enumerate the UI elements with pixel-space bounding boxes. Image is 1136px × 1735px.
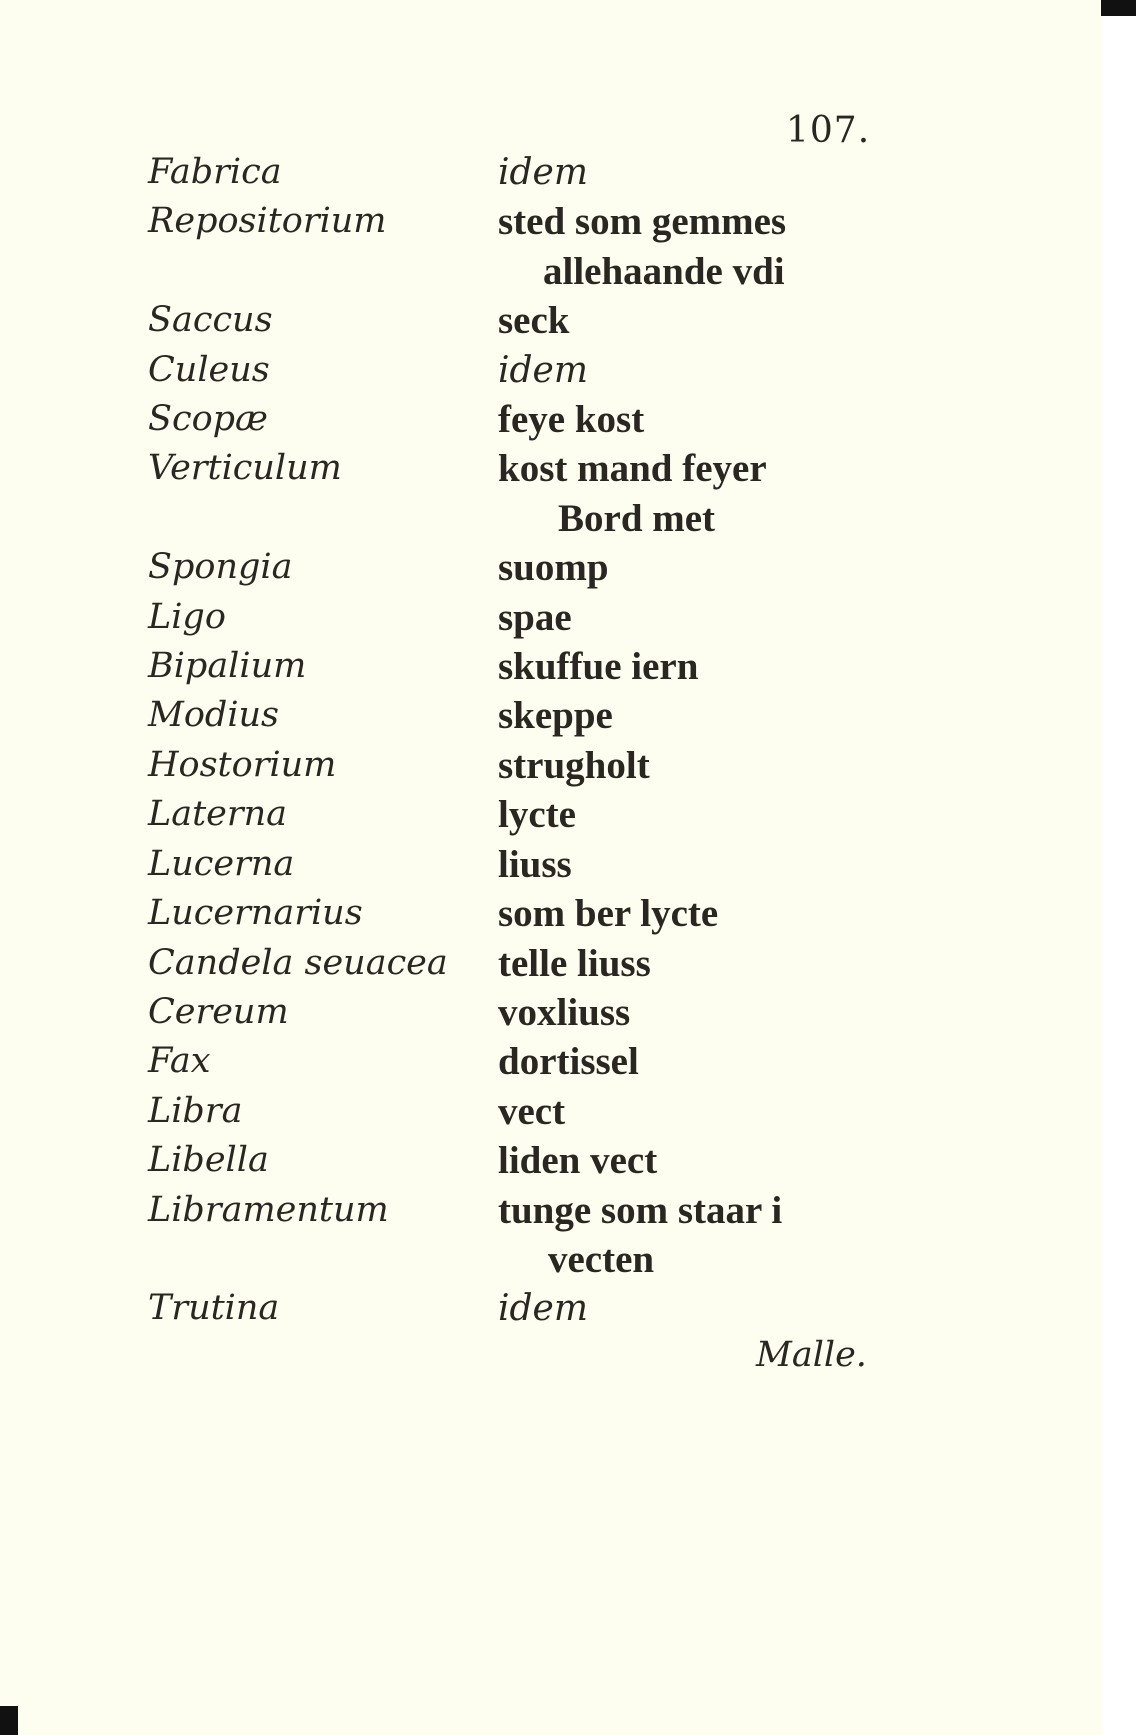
glossary-entry bbox=[148, 790, 908, 839]
vernacular-continuation: Bord met bbox=[558, 496, 716, 540]
vernacular-term: sted som gemmes bbox=[498, 200, 787, 244]
latin-term: Laterna bbox=[148, 794, 288, 835]
latin-term: Saccus bbox=[148, 300, 273, 341]
scan-marker-bottom bbox=[0, 1706, 18, 1735]
vernacular-term: idem bbox=[498, 152, 588, 193]
vernacular-term: skuffue iern bbox=[498, 645, 699, 689]
catchword: Malle. bbox=[756, 1335, 867, 1375]
page-number: 107. bbox=[786, 110, 871, 151]
vernacular-continuation: allehaande vdi bbox=[543, 249, 785, 293]
latin-term: Fax bbox=[148, 1041, 211, 1082]
latin-term: Modius bbox=[148, 695, 280, 736]
vernacular-continuation: vecten bbox=[548, 1237, 655, 1281]
vernacular-term: som ber lycte bbox=[498, 892, 719, 936]
latin-term: Cereum bbox=[148, 991, 289, 1032]
vernacular-term: voxliuss bbox=[498, 990, 631, 1034]
latin-term: Culeus bbox=[148, 349, 270, 390]
latin-term: Libramentum bbox=[148, 1189, 389, 1230]
vernacular-term: liden vect bbox=[498, 1139, 658, 1183]
vernacular-term: idem bbox=[498, 1288, 588, 1330]
latin-term: Ligo bbox=[148, 596, 226, 637]
vernacular-term: strugholt bbox=[498, 743, 650, 787]
vernacular-term: spae bbox=[498, 595, 572, 639]
vernacular-term-block bbox=[498, 444, 908, 543]
glossary-list bbox=[148, 148, 908, 1334]
latin-term: Lucernarius bbox=[148, 893, 363, 934]
glossary-entry bbox=[148, 840, 908, 889]
glossary-entry bbox=[148, 148, 908, 197]
latin-term: Bipalium bbox=[148, 646, 307, 687]
glossary-entry bbox=[148, 691, 908, 740]
latin-term: Spongia bbox=[148, 547, 293, 588]
latin-term: Trutina bbox=[148, 1288, 280, 1329]
glossary-entry bbox=[148, 1087, 908, 1136]
vernacular-term: liuss bbox=[498, 842, 572, 886]
vernacular-term: skeppe bbox=[498, 694, 613, 738]
vernacular-term: kost mand feyer bbox=[498, 447, 767, 491]
vernacular-term: vect bbox=[498, 1089, 566, 1133]
glossary-entry bbox=[148, 1186, 908, 1285]
latin-term: Verticulum bbox=[148, 448, 342, 489]
glossary-entry bbox=[148, 346, 908, 395]
vernacular-term: tunge som staar i bbox=[498, 1188, 783, 1232]
vernacular-term: feye kost bbox=[498, 398, 645, 442]
latin-term: Libra bbox=[148, 1090, 243, 1131]
glossary-entry bbox=[148, 197, 908, 296]
latin-term: Repositorium bbox=[148, 201, 387, 242]
vernacular-term: telle liuss bbox=[498, 941, 651, 985]
latin-term: Hostorium bbox=[148, 744, 337, 785]
glossary-entry bbox=[148, 543, 908, 592]
latin-term: Libella bbox=[148, 1140, 269, 1181]
glossary-entry bbox=[148, 593, 908, 642]
scan-marker-top bbox=[1101, 0, 1136, 16]
latin-term: Fabrica bbox=[148, 152, 282, 192]
glossary-entry bbox=[148, 296, 908, 345]
vernacular-term: suomp bbox=[498, 546, 609, 590]
vernacular-term-block bbox=[498, 197, 908, 296]
glossary-entry bbox=[148, 1136, 908, 1185]
glossary-entry bbox=[148, 939, 908, 988]
scan-margin bbox=[1103, 0, 1136, 1735]
vernacular-term: lycte bbox=[498, 793, 576, 837]
glossary-entry bbox=[148, 988, 908, 1037]
vernacular-term-block bbox=[498, 1186, 908, 1285]
glossary-entry bbox=[148, 889, 908, 938]
glossary-entry bbox=[148, 1284, 908, 1333]
glossary-entry bbox=[148, 741, 908, 790]
vernacular-term: idem bbox=[498, 349, 588, 391]
latin-term: Candela seuacea bbox=[148, 942, 448, 983]
latin-term: Scopæ bbox=[148, 399, 268, 440]
glossary-entry bbox=[148, 642, 908, 691]
vernacular-term: dortissel bbox=[498, 1040, 639, 1084]
glossary-entry bbox=[148, 444, 908, 543]
glossary-entry bbox=[148, 395, 908, 444]
latin-term: Lucerna bbox=[148, 843, 295, 884]
vernacular-term: seck bbox=[498, 299, 570, 343]
glossary-entry bbox=[148, 1037, 908, 1086]
